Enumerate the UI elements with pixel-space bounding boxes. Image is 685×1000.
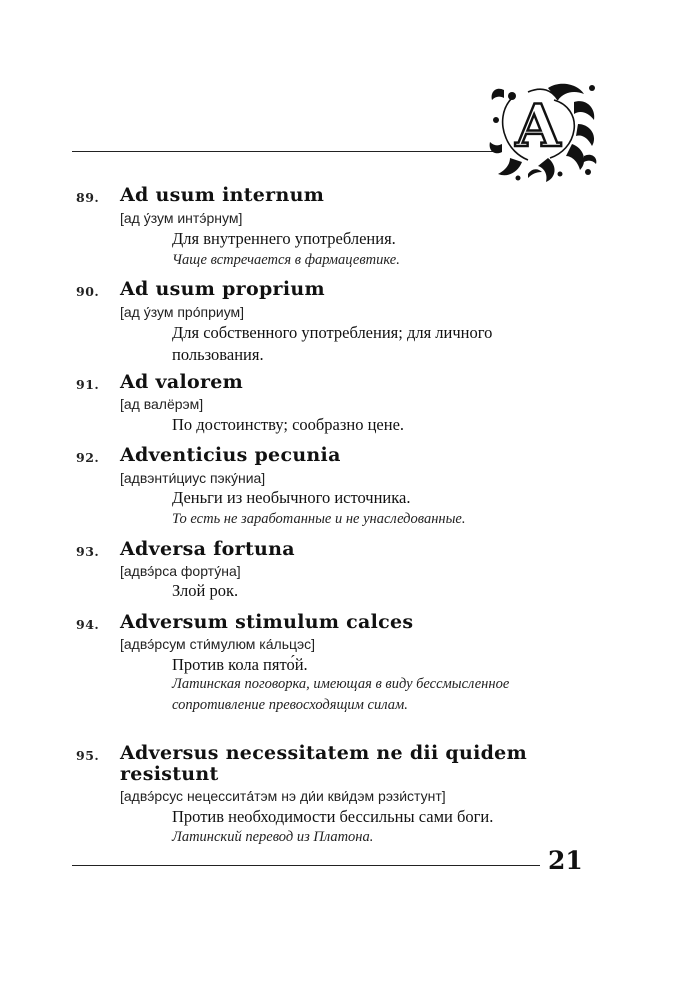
entry-term: Adversa fortuna	[120, 538, 295, 560]
entry-pronunciation: [ад у́зум про́приум]	[120, 304, 245, 320]
entry-translation: Злой рок.	[172, 581, 239, 600]
entry-term: Ad usum internum	[120, 184, 325, 206]
entry-term: Adventicius pecunia	[120, 444, 341, 466]
entry-translation: Для внутреннего употребления.	[172, 229, 396, 248]
entry-pronunciation: [адвэ́рсус нецесситá́тэм нэ ди́и кви́дэм рэзи́стунт]	[120, 788, 446, 804]
entry-number: 91.	[76, 377, 100, 392]
entry-number: 93.	[76, 544, 100, 559]
entry-translation: Против кола пято́й.	[172, 655, 308, 674]
page-number: 21	[548, 846, 583, 875]
entry-translation: По достоинству; сообразно цене.	[172, 415, 405, 434]
entry-translation: Деньги из необычного источника.	[172, 488, 411, 507]
drop-letter: A	[515, 92, 561, 160]
entry-term: Ad valorem	[120, 371, 244, 393]
entry-number: 92.	[76, 450, 100, 465]
entry-term: Adversum stimulum calces	[120, 611, 414, 633]
entry-translation: Против необходимости бессильны сами боги.	[172, 807, 494, 826]
entry-pronunciation: [адвэ́рса форту́на]	[120, 563, 241, 579]
entry-note: Латинский перевод из Платона.	[172, 829, 374, 845]
entry-pronunciation: [адвэ́рсум сти́мулюм ка́льцэс]	[120, 636, 316, 652]
entry-term: Ad usum proprium	[120, 278, 325, 300]
entry-pronunciation: [ад у́зум интэ́рнум]	[120, 210, 243, 226]
footer-rule	[72, 865, 540, 866]
entry-pronunciation: [ад валёрэм]	[120, 396, 204, 412]
entry-number: 90.	[76, 284, 100, 299]
entry-number: 94.	[76, 617, 100, 632]
entry-term: Adversus necessitatem ne dii quidem resistunt	[120, 742, 527, 785]
entry-pronunciation: [адвэнти́циус пэку́ниа]	[120, 470, 266, 486]
entry-note: То есть не заработанные и не унаследованные.	[172, 511, 466, 527]
entry-translation: Для собственного употребления; для личного пользования.	[172, 323, 493, 364]
header-rule	[72, 151, 496, 152]
entry-note: Латинская поговорка, имеющая в виду бессмысленное сопротивление превосходящим силам.	[172, 676, 510, 713]
entry-note: Чаще встречается в фармацевтике.	[172, 252, 400, 268]
entry-number: 95.	[76, 748, 100, 763]
entry-number: 89.	[76, 190, 100, 205]
